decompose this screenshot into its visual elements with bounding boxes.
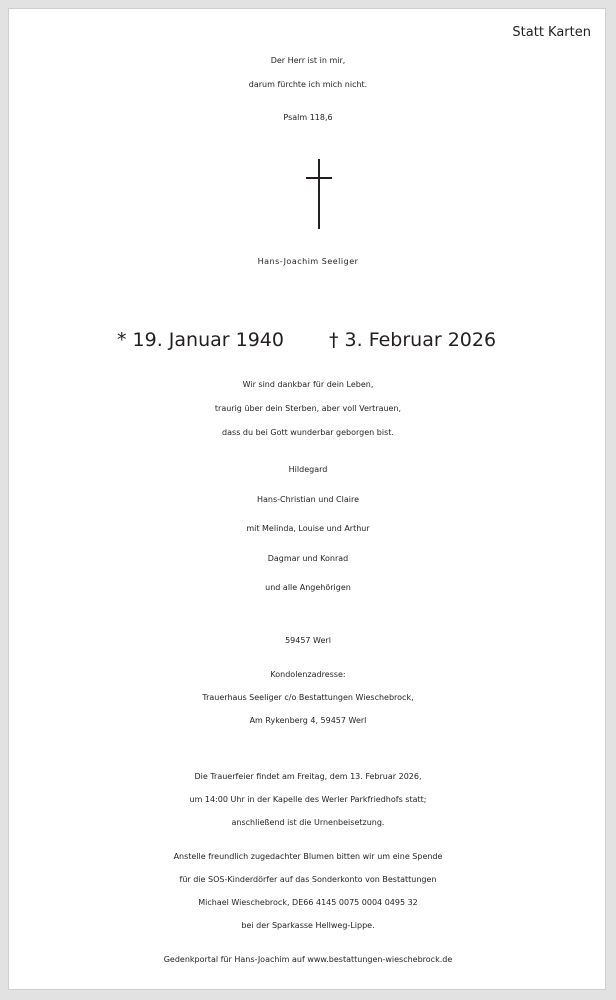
- death-date: † 3. Februar 2026: [329, 329, 497, 351]
- ceremony-line: Die Trauerfeier findet am Freitag, dem 13. Februar 2026,: [194, 772, 422, 781]
- mourner-line: Hildegard: [288, 465, 328, 474]
- thanks-line-3: dass du bei Gott wunderbar geborgen bist.: [222, 428, 394, 437]
- birth-date: * 19. Januar 1940: [117, 329, 284, 351]
- psalm-reference: Psalm 118,6: [283, 113, 333, 122]
- city-line: 59457 Werl: [285, 636, 331, 645]
- mourner-line: Hans-Christian und Claire: [257, 494, 359, 504]
- condolence-address-line-2: Am Rykenberg 4, 59457 Werl: [249, 716, 367, 725]
- ceremony-line: um 14:00 Uhr in der Kapelle des Werler Parkfriedhofs statt;: [189, 795, 427, 804]
- condolence-label: Kondolenzadresse:: [270, 670, 346, 679]
- mourner-line: Dagmar und Konrad: [267, 553, 349, 563]
- thanks-line-2: traurig über dein Sterben, aber voll Vertrauen,: [214, 404, 402, 413]
- obituary-card: [8, 8, 606, 990]
- verse-line-2: darum fürchte ich mich nicht.: [248, 80, 368, 89]
- ceremony-line: anschließend ist die Urnenbeisetzung.: [231, 818, 385, 827]
- memorial-portal-link[interactable]: Gedenkportal für Hans-Joachim auf www.bestattungen-wieschebrock.de: [163, 955, 453, 964]
- condolence-address-line-1: Trauerhaus Seeliger c/o Bestattungen Wieschebrock,: [202, 693, 414, 702]
- donation-line: für die SOS-Kinderdörfer auf das Sonderkonto von Bestattungen: [179, 875, 437, 884]
- verse-line-1: Der Herr ist in mir,: [270, 56, 346, 65]
- donation-line: Michael Wieschebrock, DE66 4145 0075 0004 0495 32: [198, 898, 418, 907]
- mourner-line: mit Melinda, Louise und Arthur: [246, 524, 370, 533]
- statt-karten-label: Statt Karten: [512, 25, 591, 40]
- deceased-name: Hans-Joachim Seeliger: [257, 257, 359, 266]
- mourner-line: und alle Angehörigen: [265, 583, 351, 592]
- thanks-line-1: Wir sind dankbar für dein Leben,: [242, 380, 374, 389]
- latin-cross-icon: [306, 159, 332, 229]
- donation-line: bei der Sparkasse Hellweg-Lippe.: [241, 921, 375, 930]
- donation-line: Anstelle freundlich zugedachter Blumen bitten wir um eine Spende: [173, 852, 443, 861]
